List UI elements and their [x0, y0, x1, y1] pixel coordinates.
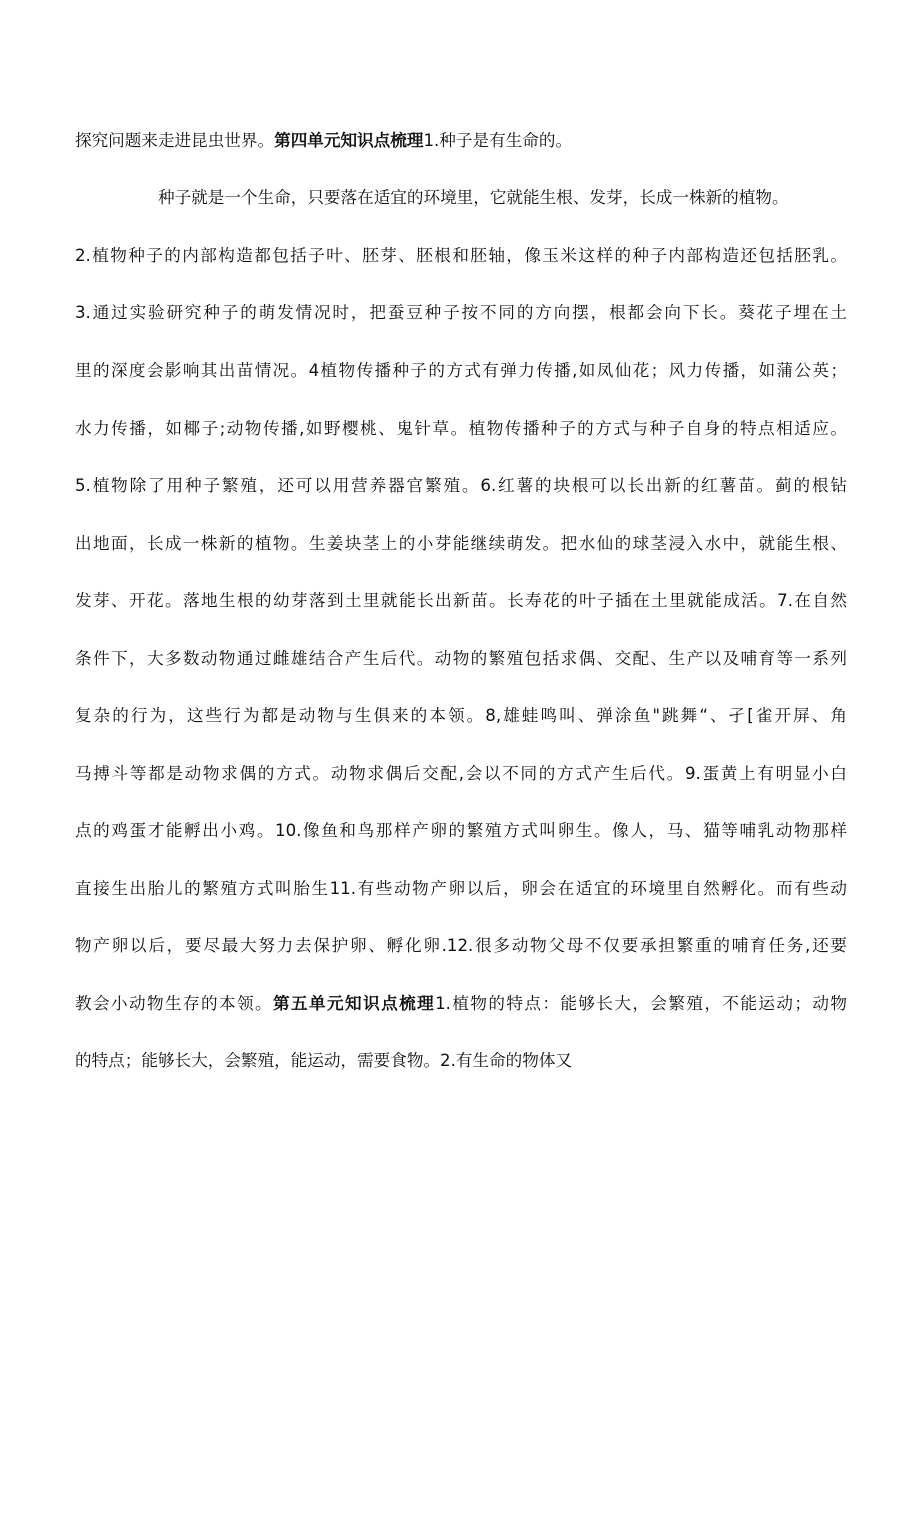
text-line-10: 条件下，大多数动物通过雌雄结合产生后代。动物的繁殖包括求偶、交配、生产以及哺育等一系列	[75, 649, 847, 668]
text-run: 1.植物的特点：能够长大，会繁殖，不能运动；动物	[435, 994, 848, 1013]
text-line-1	[75, 125, 847, 157]
text-line-8: 出地面，长成一株新的植物。生姜块茎上的小芽能继续萌发。把水仙的球茎浸入水中，就能生根、	[75, 534, 847, 553]
text-run: 教会小动物生存的本领。	[75, 994, 274, 1013]
text-line-5: 里的深度会影响其出苗情况。4植物传播种子的方式有弹力传播,如凤仙花；风力传播，如蒲公英；	[75, 361, 847, 380]
text-line-9: 发芽、开花。落地生根的幼芽落到土里就能长出新苗。长寿花的叶子插在土里就能成活。7.在自然	[75, 591, 847, 610]
text-line-13: 点的鸡蛋才能孵出小鸡。10.像鱼和鸟那样产卵的繁殖方式叫卵生。像人，马、猫等哺乳动物那样	[75, 821, 847, 840]
unit-4-heading: 第四单元知识点梳理	[274, 131, 424, 150]
text-line-2: 种子就是一个生命，只要落在适宜的环境里，它就能生根、发芽，长成一株新的植物。	[158, 188, 789, 207]
text-line-12: 马搏斗等都是动物求偶的方式。动物求偶后交配,会以不同的方式产生后代。9.蛋黄上有明显小白	[75, 764, 847, 783]
text-line-7: 5.植物除了用种子繁殖，还可以用营养器官繁殖。6.红薯的块根可以长出新的红薯苗。蓟的根钻	[75, 476, 847, 495]
text-line-17: 的特点；能够长大，会繁殖，能运动，需要食物。2.有生命的物体又	[75, 1051, 573, 1070]
text-run: 探究问题来走进昆虫世界。	[75, 131, 275, 150]
text-line-16	[75, 988, 847, 1020]
unit-5-heading: 第五单元知识点梳理	[273, 994, 436, 1013]
text-line-6: 水力传播，如椰子;动物传播,如野樱桃、鬼针草。植物传播种子的方式与种子自身的特点相适应。	[75, 419, 847, 438]
text-line-3: 2.植物种子的内部构造都包括子叶、胚芽、胚根和胚轴，像玉米这样的种子内部构造还包括胚乳。	[75, 246, 847, 265]
text-line-15: 物产卵以后，要尽最大努力去保护卵、孵化卵.12.很多动物父母不仅要承担繁重的哺育任务,还要	[75, 936, 847, 955]
text-line-4: 3.通过实验研究种子的萌发情况时，把蚕豆种子按不同的方向摆，根都会向下长。葵花子埋在土	[75, 303, 847, 322]
text-run: 1.种子是有生命的。	[423, 131, 573, 150]
text-line-11: 复杂的行为，这些行为都是动物与生俱来的本领。8,雄蛙鸣叫、弹涂鱼"跳舞“、孑[雀开屏、角	[75, 706, 847, 725]
text-line-14: 直接生出胎儿的繁殖方式叫胎生11.有些动物产卵以后，卵会在适宜的环境里自然孵化。而有些动	[75, 879, 847, 898]
